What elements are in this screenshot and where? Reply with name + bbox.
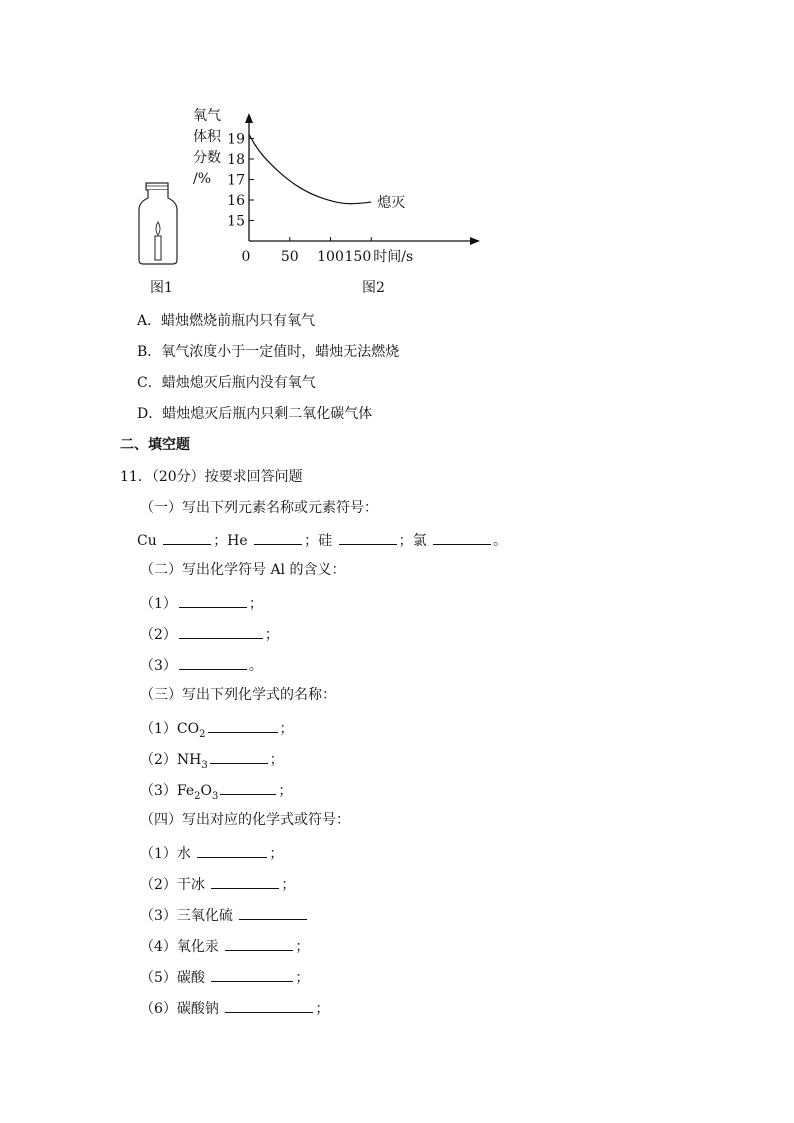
part2-item-2: [140, 624, 279, 644]
y-tick-label: 15: [227, 213, 245, 230]
item-end: ；: [279, 721, 294, 737]
part1-title: （一）写出下列元素名称或元素符号：: [140, 500, 378, 516]
oxygen-line-chart: [225, 110, 495, 270]
item-name: 水: [176, 846, 191, 862]
part3-title: （三）写出下列化学式的名称：: [140, 687, 336, 703]
item-name: 三氧化硫: [176, 908, 233, 924]
item-number: （2）: [140, 752, 177, 768]
y-axis-label: [193, 106, 221, 190]
blank-field[interactable]: [179, 624, 263, 639]
part4-item-1: [140, 843, 283, 863]
ylabel-line-2: 体积: [193, 129, 221, 145]
part3-item-2: [140, 749, 284, 775]
y-tick-label: 16: [227, 193, 245, 209]
x-tick-label: 50: [280, 249, 299, 265]
part4-item-4: [140, 936, 309, 956]
x-tick-label: 100: [317, 249, 344, 265]
item-number: （6）: [140, 1001, 177, 1017]
blank-he[interactable]: [254, 530, 302, 545]
blank-field[interactable]: [179, 655, 247, 670]
item-end: ；: [269, 752, 284, 768]
item-number: （1）: [140, 846, 177, 862]
blank-field[interactable]: [197, 843, 267, 858]
part3-item-3: [140, 780, 292, 806]
item-name: 碳酸钠: [176, 1001, 219, 1017]
item-number: （1）: [140, 596, 177, 612]
blank-field[interactable]: [239, 905, 307, 920]
figure2-caption: 图2: [362, 280, 385, 296]
part2-item-3: [140, 655, 263, 675]
item-number: （3）: [140, 783, 177, 799]
option-b: B．氧气浓度小于一定值时，蜡烛无法燃烧: [137, 344, 400, 360]
blank-field[interactable]: [211, 967, 293, 982]
item-end: ；: [315, 1001, 330, 1017]
part4-title: （四）写出对应的化学式或符号：: [140, 812, 350, 828]
item-name: 氧化汞: [176, 939, 219, 955]
element-cl: ；氯: [398, 533, 427, 549]
part2-title: （二）写出化学符号 Al 的含义：: [140, 562, 346, 578]
blank-field[interactable]: [179, 593, 247, 608]
blank-field[interactable]: [225, 936, 293, 951]
formula-co2: $CO_2$: [176, 721, 206, 740]
blank-field[interactable]: [208, 718, 278, 733]
item-number: （3）: [140, 658, 177, 674]
item-number: （2）: [140, 877, 177, 893]
element-si: ；硅: [304, 533, 333, 549]
item-name: 碳酸: [176, 970, 205, 986]
formula-nh3: $NH_3$: [176, 752, 208, 771]
item-end: ；: [278, 783, 293, 799]
item-end: ；: [295, 939, 310, 955]
blank-field[interactable]: [225, 998, 313, 1013]
section-title: 二、填空题: [120, 437, 190, 453]
curve-label-extinguish: 熄灭: [377, 195, 406, 212]
element-cu: Cu: [137, 533, 157, 549]
y-tick-label: 17: [227, 172, 245, 189]
element-he: ；He: [213, 533, 248, 549]
figure1-bottle: [136, 180, 180, 266]
x-axis-arrow: [470, 237, 480, 245]
option-d: D．蜡烛熄灭后瓶内只剩二氧化碳气体: [137, 406, 373, 422]
item-end: 。: [248, 658, 263, 674]
item-end: ；: [269, 846, 284, 862]
part3-item-1: [140, 718, 294, 744]
part2-item-1: [140, 593, 263, 613]
item-end: ；: [281, 877, 296, 893]
formula-fe2o3: $Fe_2O_3$: [176, 783, 219, 802]
ylabel-line-4: /%: [193, 171, 212, 187]
part4-item-3: [140, 905, 309, 925]
x-tick-label: 0: [241, 249, 251, 265]
blank-cl[interactable]: [433, 530, 491, 545]
item-number: （4）: [140, 939, 177, 955]
item-number: （3）: [140, 908, 177, 924]
option-a: A．蜡烛燃烧前瓶内只有氧气: [137, 313, 316, 329]
part4-item-6: [140, 998, 329, 1018]
y-axis-arrow: [245, 113, 253, 123]
x-tick-label: 150: [344, 249, 372, 265]
item-end: ；: [264, 627, 279, 643]
item-number: （5）: [140, 970, 177, 986]
y-tick-label: 19: [227, 131, 245, 148]
item-name: 干冰: [176, 877, 205, 893]
ylabel-line-3: 分数: [193, 150, 221, 166]
blank-cu[interactable]: [163, 530, 211, 545]
option-c: C．蜡烛熄灭后瓶内没有氧气: [137, 375, 316, 391]
part4-item-2: [140, 874, 295, 894]
item-end: ；: [248, 596, 263, 612]
part4-item-5: [140, 967, 309, 987]
question-11: 11．（20分）按要求回答问题: [120, 469, 303, 485]
item-number: （2）: [140, 627, 177, 643]
ylabel-line-1: 氧气: [193, 108, 221, 124]
blank-si[interactable]: [339, 530, 397, 545]
blank-field[interactable]: [211, 874, 279, 889]
item-number: （1）: [140, 721, 177, 737]
item-end: ；: [295, 970, 310, 986]
y-tick-label: 18: [227, 152, 245, 168]
period: 。: [493, 533, 508, 549]
x-axis-label: 时间/s: [373, 249, 414, 265]
oxygen-curve: [249, 134, 371, 203]
figure1-caption: 图1: [150, 280, 173, 296]
part1-answers: [137, 530, 507, 550]
blank-field[interactable]: [220, 780, 276, 795]
blank-field[interactable]: [210, 749, 268, 764]
